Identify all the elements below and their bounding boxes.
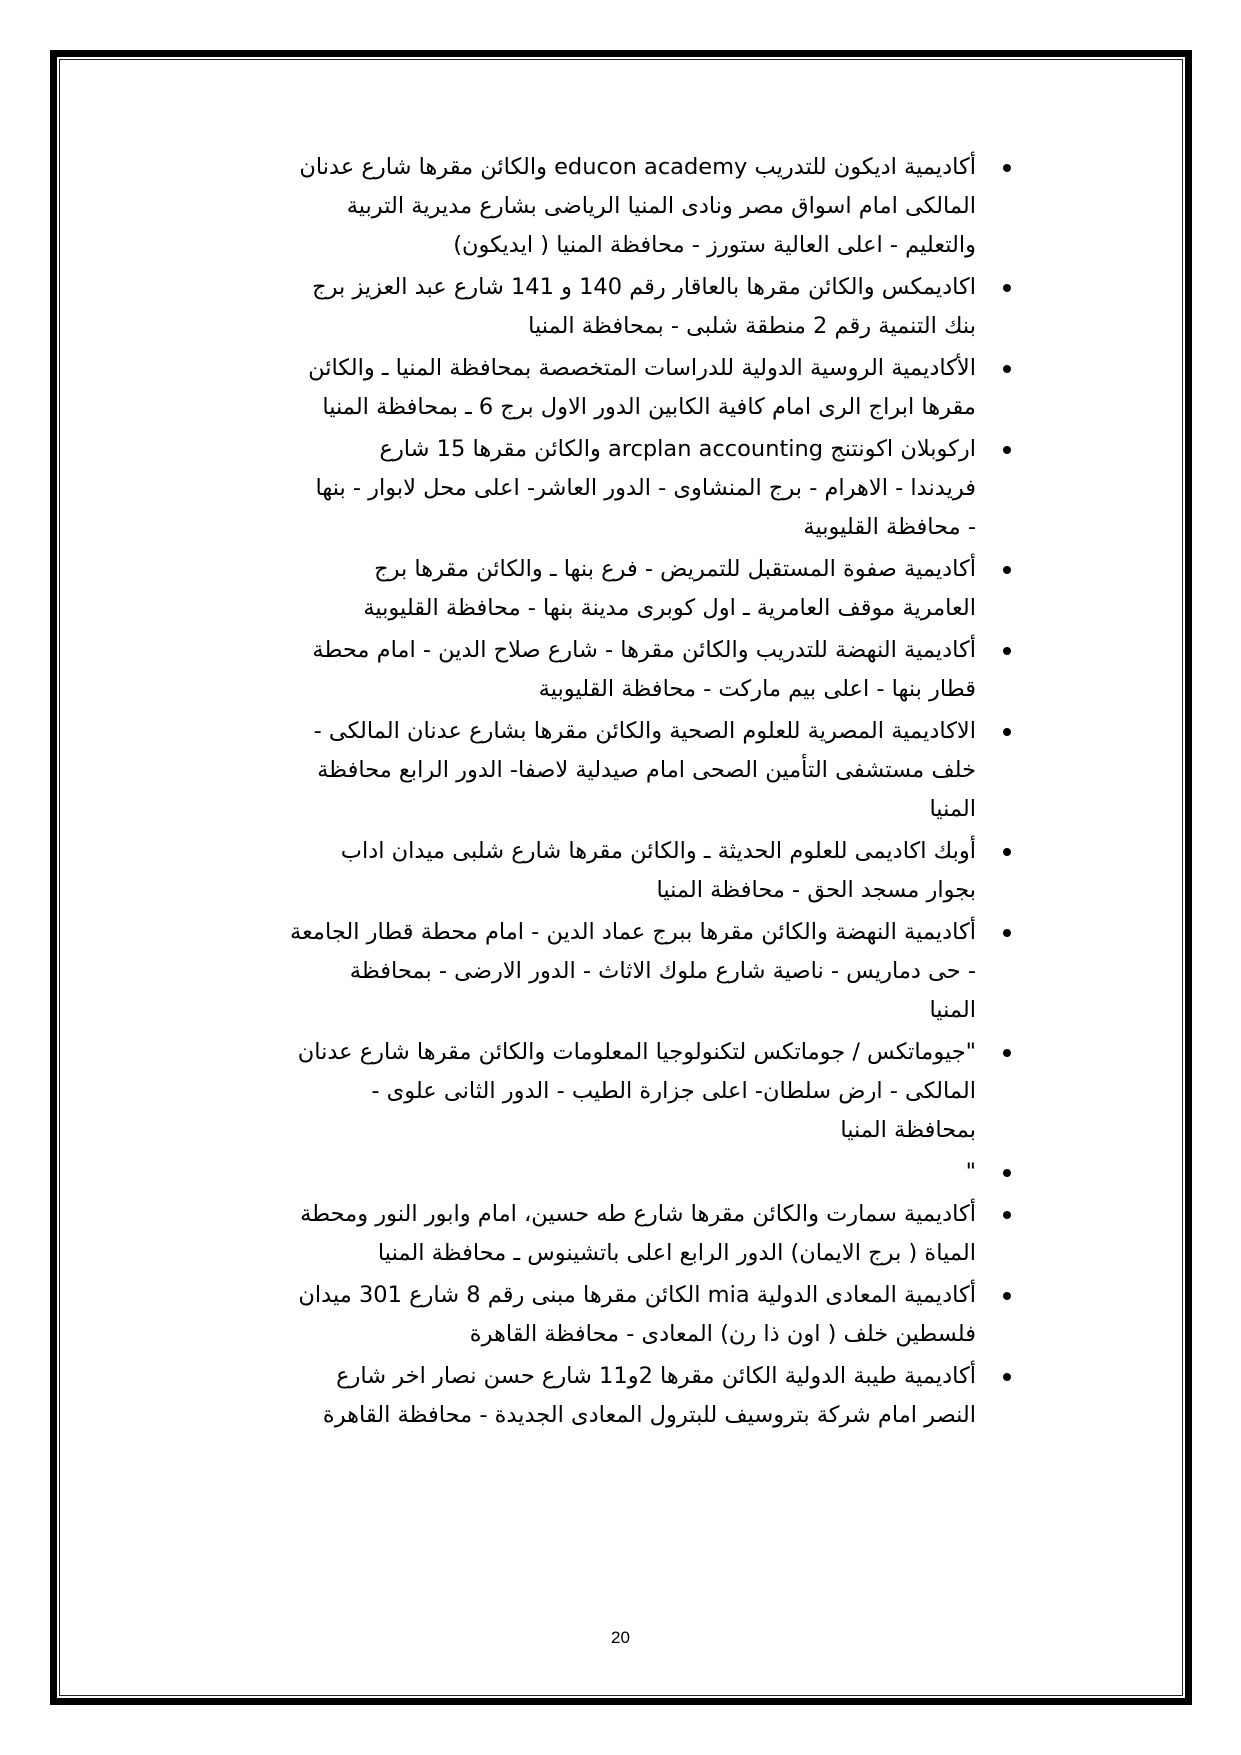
item-line: المالكى امام اسواق مصر ونادى المنيا الرياضى بشارع مديرية التربية xyxy=(346,193,976,219)
item-line: - حى دماريس - ناصية شارع ملوك الاثاث - الدور الارضى - بمحافظة xyxy=(349,958,976,984)
bullet-icon xyxy=(1003,1373,1011,1381)
item-line: المياة ( برج الايمان) الدور الرابع اعلى باتشينوس ـ محافظة المنيا xyxy=(377,1240,976,1266)
list-item xyxy=(178,631,1008,709)
bullet-icon xyxy=(1003,284,1011,292)
bullet-icon xyxy=(1003,365,1011,373)
list-item xyxy=(178,430,1008,547)
list-item xyxy=(178,550,1008,628)
item-line: مقرها ابراج الرى امام كافية الكابين الدور الاول برج 6 ـ بمحافظة المنيا xyxy=(322,394,976,420)
bullet-icon xyxy=(1003,647,1011,655)
list-item xyxy=(178,1195,1008,1273)
item-line: فريدندا - الاهرام - برج المنشاوى - الدور العاشر- اعلى محل لابوار - بنها xyxy=(315,475,976,501)
item-line: أكاديمية سمارت والكائن مقرها شارع طه حسين، امام وابور النور ومحطة xyxy=(300,1201,976,1227)
item-line: - محافظة القليوبية xyxy=(803,514,976,540)
item-line: أوبك اكاديمى للعلوم الحديثة ـ والكائن مقرها شارع شلبى ميدان اداب xyxy=(340,838,976,864)
bullet-icon xyxy=(1003,446,1011,454)
item-line: قطار بنها - اعلى بيم ماركت - محافظة القليوبية xyxy=(538,676,976,702)
item-line: بمحافظة المنيا xyxy=(840,1117,976,1143)
item-line: المالكى - ارض سلطان- اعلى جزارة الطيب - الدور الثانى علوى - xyxy=(371,1078,976,1104)
list-item xyxy=(178,712,1008,829)
item-line: أكاديمية اديكون للتدريب educon academy والكائن مقرها شارع عدنان xyxy=(299,154,976,180)
item-line: فلسطين خلف ( اون ذا رن) المعادى - محافظة القاهرة xyxy=(469,1321,976,1347)
bullet-icon xyxy=(1003,1049,1011,1057)
item-line: المنيا xyxy=(929,796,976,822)
item-line: أكاديمية صفوة المستقبل للتمريض - فرع بنها ـ والكائن مقرها برج xyxy=(374,556,976,582)
item-line: بجوار مسجد الحق - محافظة المنيا xyxy=(656,877,976,903)
item-line: أكاديمية طيبة الدولية الكائن مقرها 2و11 شارع حسن نصار اخر شارع xyxy=(336,1363,976,1389)
list-item xyxy=(178,832,1008,910)
item-line: النصر امام شركة بتروسيف للبترول المعادى الجديدة - محافظة القاهرة xyxy=(322,1402,976,1428)
item-line: أكاديمية النهضة والكائن مقرها ببرج عماد الدين - امام محطة قطار الجامعة xyxy=(290,919,976,945)
bullet-icon xyxy=(1003,848,1011,856)
list-item xyxy=(178,349,1008,427)
list-item xyxy=(178,1033,1008,1150)
bullet-icon xyxy=(1003,929,1011,937)
list-item xyxy=(178,1276,1008,1354)
academy-list xyxy=(178,148,1008,1435)
list-item xyxy=(178,148,1008,265)
item-line: اكاديمكس والكائن مقرها بالعاقار رقم 140 و 141 شارع عبد العزيز برج xyxy=(312,274,976,300)
item-line: والتعليم - اعلى العالية ستورز - محافظة المنيا ( ايديكون) xyxy=(453,232,976,258)
list-item xyxy=(178,913,1008,1030)
list-item xyxy=(178,268,1008,346)
list-item xyxy=(178,1153,1008,1192)
bullet-icon xyxy=(1003,728,1011,736)
item-line: الاكاديمية المصرية للعلوم الصحية والكائن مقرها بشارع عدنان المالكى - xyxy=(313,718,976,744)
item-line: الأكاديمية الروسية الدولية للدراسات المتخصصة بمحافظة المنيا ـ والكائن xyxy=(308,355,976,381)
bullet-icon xyxy=(1003,566,1011,574)
item-line: العامرية موقف العامرية ـ اول كوبرى مدينة بنها - محافظة القليوبية xyxy=(363,595,976,621)
bullet-icon xyxy=(1003,164,1011,172)
item-line: " xyxy=(965,1159,976,1185)
item-line: المنيا xyxy=(929,997,976,1023)
item-line: اركوبلان اكونتنج arcplan accounting والكائن مقرها 15 شارع xyxy=(379,436,976,462)
item-line: بنك التنمية رقم 2 منطقة شلبى - بمحافظة المنيا xyxy=(528,313,976,339)
item-line: "جيوماتكس / جوماتكس لتكنولوجيا المعلومات والكائن مقرها شارع عدنان xyxy=(297,1039,976,1065)
item-line: أكاديمية النهضة للتدريب والكائن مقرها - شارع صلاح الدين - امام محطة xyxy=(312,637,976,663)
item-line: أكاديمية المعادى الدولية mia الكائن مقرها مبنى رقم 8 شارع 301 ميدان xyxy=(298,1282,976,1308)
page-number: 20 xyxy=(611,1628,630,1647)
list-item xyxy=(178,1357,1008,1435)
bullet-icon xyxy=(1003,1169,1011,1177)
bullet-icon xyxy=(1003,1292,1011,1300)
item-line: خلف مستشفى التأمين الصحى امام صيدلية لاصفا- الدور الرابع محافظة xyxy=(317,757,976,783)
bullet-icon xyxy=(1003,1211,1011,1219)
document-body xyxy=(178,148,1008,1438)
